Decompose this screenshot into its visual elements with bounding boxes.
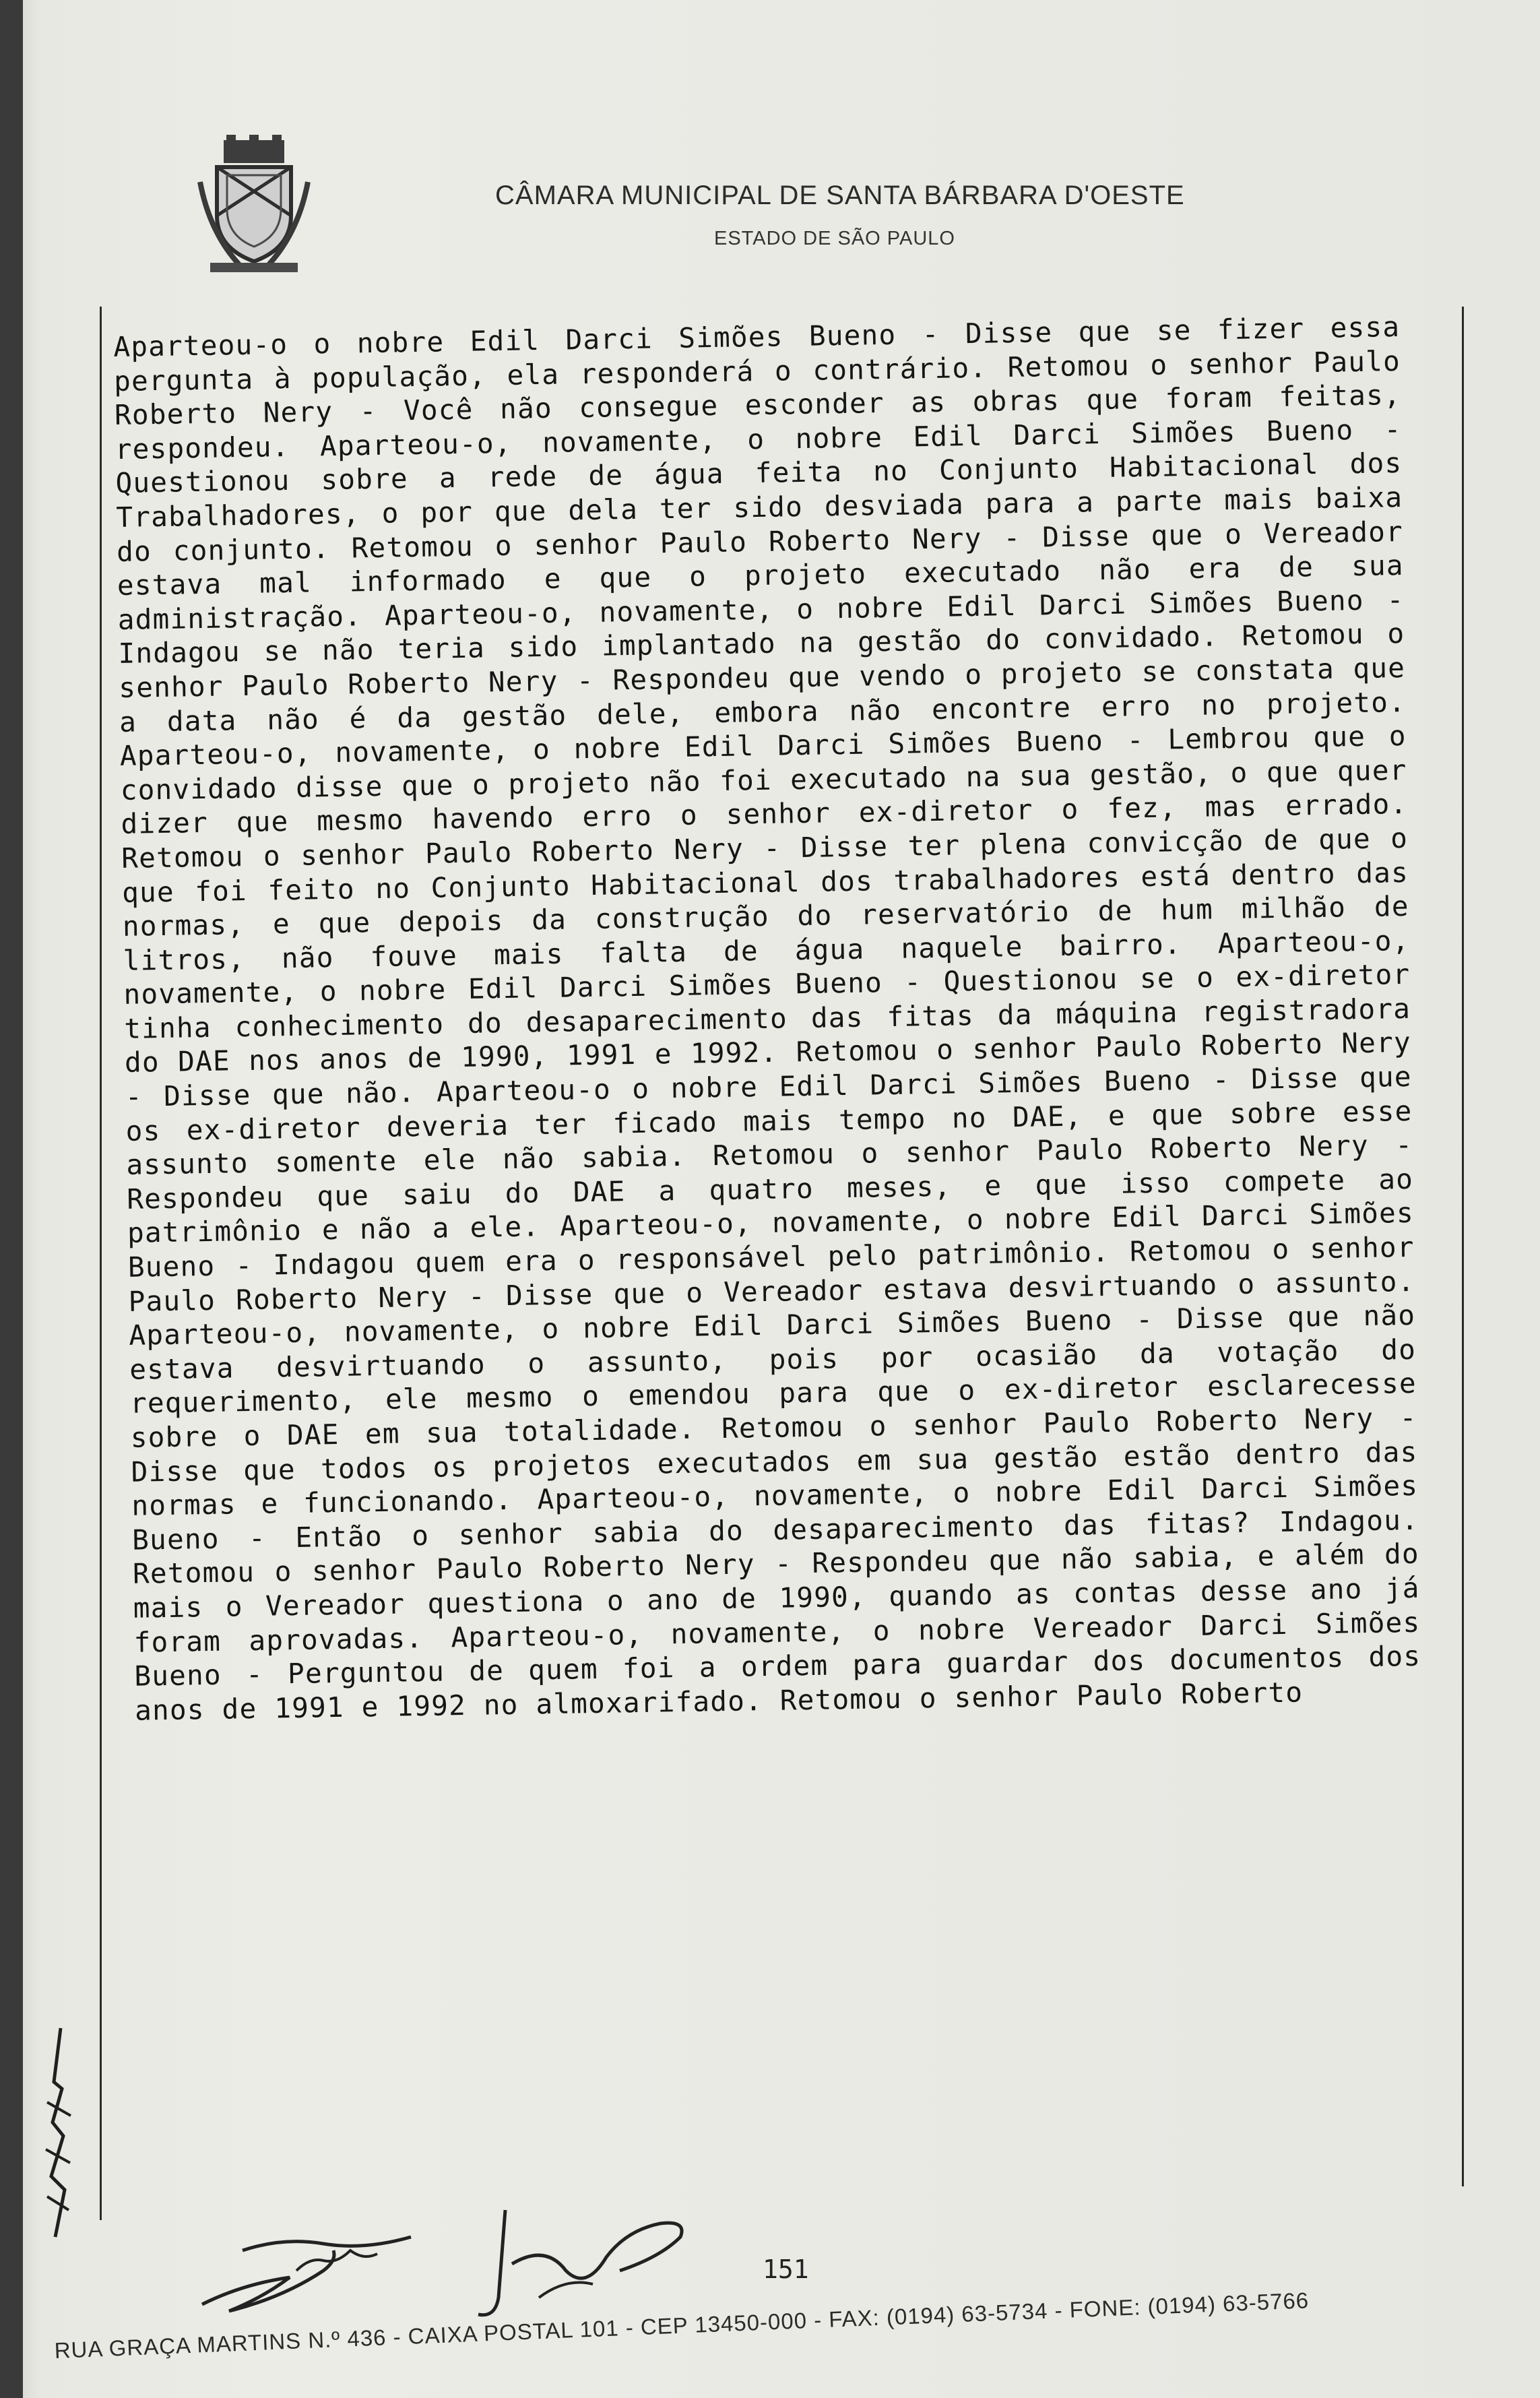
handwritten-signature-left-icon	[20, 2021, 94, 2244]
left-margin-rule	[100, 307, 102, 2220]
right-margin-rule	[1462, 307, 1464, 2186]
minutes-paragraph: Aparteou-o o nobre Edil Darci Simões Bueno - Disse que se fizer essa pergunta à população, ela responderá o contrário. Retomou o senhor Paulo Roberto Nery - Você não consegue esconder as obras que foram feitas, respondeu. Aparteou-o, novamente, o nobre Edil Darci Simões Bueno - Questionou sobre a rede de água feita no Conjunto Habitacional dos Trabalhadores, o por que dela ter sido desviada para a parte mais baixa do conjunto. Retomou o senhor Paulo Roberto Nery - Disse que o Vereador estava mal informado e que o projeto executado não era de sua administração. Aparteou-o, novamente, o nobre Edil Darci Simões Bueno - Indagou se não teria sido implantado na gestão do convidado. Retomou o senhor Paulo Roberto Nery - Respondeu que vendo o projeto se constata que a data não é da gestão dele, embora não encontre erro no projeto. Aparteou-o, novamente, o nobre Edil Darci Simões Bueno - Lembrou que o convidado disse que o projeto não foi executado na sua gestão, o que quer dizer que mesmo havendo erro o senhor ex-diretor o fez, mas errado. Retomou o senhor Paulo Roberto Nery - Disse ter plena convicção de que o que foi feito no Conjunto Habitacional dos trabalhadores está dentro das normas, e que depois da construção do reservatório de hum milhão de litros, não fouve mais falta de água naquele bairro. Aparteou-o, novamente, o nobre Edil Darci Simões Bueno - Questionou se o ex-diretor tinha conhecimento do desaparecimento das fitas da máquina registradora do DAE nos anos de 1990, 1991 e 1992. Retomou o senhor Paulo Roberto Nery - Disse que não. Aparteou-o o nobre Edil Darci Simões Bueno - Disse que os ex-diretor deveria ter ficado mais tempo no DAE, e que sobre esse assunto somente ele não sabia. Retomou o senhor Paulo Roberto Nery - Respondeu que saiu do DAE a quatro meses, e que isso compete ao patrimônio e não a ele. Aparteou-o, novamente, o nobre Edil Darci Simões Bueno - Indagou quem era o responsável pelo patrimônio. Retomou o senhor Paulo Roberto Nery - Disse que o Vereador estava desvirtuando o assunto. Aparteou-o, novamente, o nobre Edil Darci Simões Bueno - Disse que não estava desvirtuando o assunto, pois por ocasião da votação do requerimento, ele mesmo o emendou para que o ex-diretor esclarecesse sobre o DAE em sua totalidade. Retomou o senhor Paulo Roberto Nery - Disse que todos os projetos executados em sua gestão estão dentro das normas e funcionando. Aparteou-o, novamente, o nobre Edil Darci Simões Bueno - Então o senhor sabia do desaparecimento das fitas? Indagou. Retomou o senhor Paulo Roberto Nery - Respondeu que não sabia, e além do mais o Vereador questiona o ano de 1990, quando as contas desse ano já foram aprovadas. Aparteou-o, novamente, o nobre Vereador Darci Simões Bueno - Perguntou de quem foi a ordem para guardar dos documentos dos anos de 1991 e 1992 no almoxarifado. Retomou o senhor Paulo Roberto	[113, 310, 1421, 1727]
footer-address: RUA GRAÇA MARTINS N.º 436 - CAIXA POSTAL 101 - CEP 13450-000 - FAX: (0194) 63-5734 - FONE: (0194) 63-5766	[54, 2287, 1310, 2363]
handwritten-signatures-bottom-icon	[189, 2197, 701, 2325]
page-number: 151	[763, 2254, 809, 2284]
scan-edge	[0, 0, 23, 2398]
municipal-coat-of-arms-icon	[197, 135, 311, 276]
header-title: CÂMARA MUNICIPAL DE SANTA BÁRBARA D'OESTE	[495, 181, 1185, 210]
header-subtitle: ESTADO DE SÃO PAULO	[714, 228, 955, 249]
minutes-body	[113, 310, 1421, 1728]
